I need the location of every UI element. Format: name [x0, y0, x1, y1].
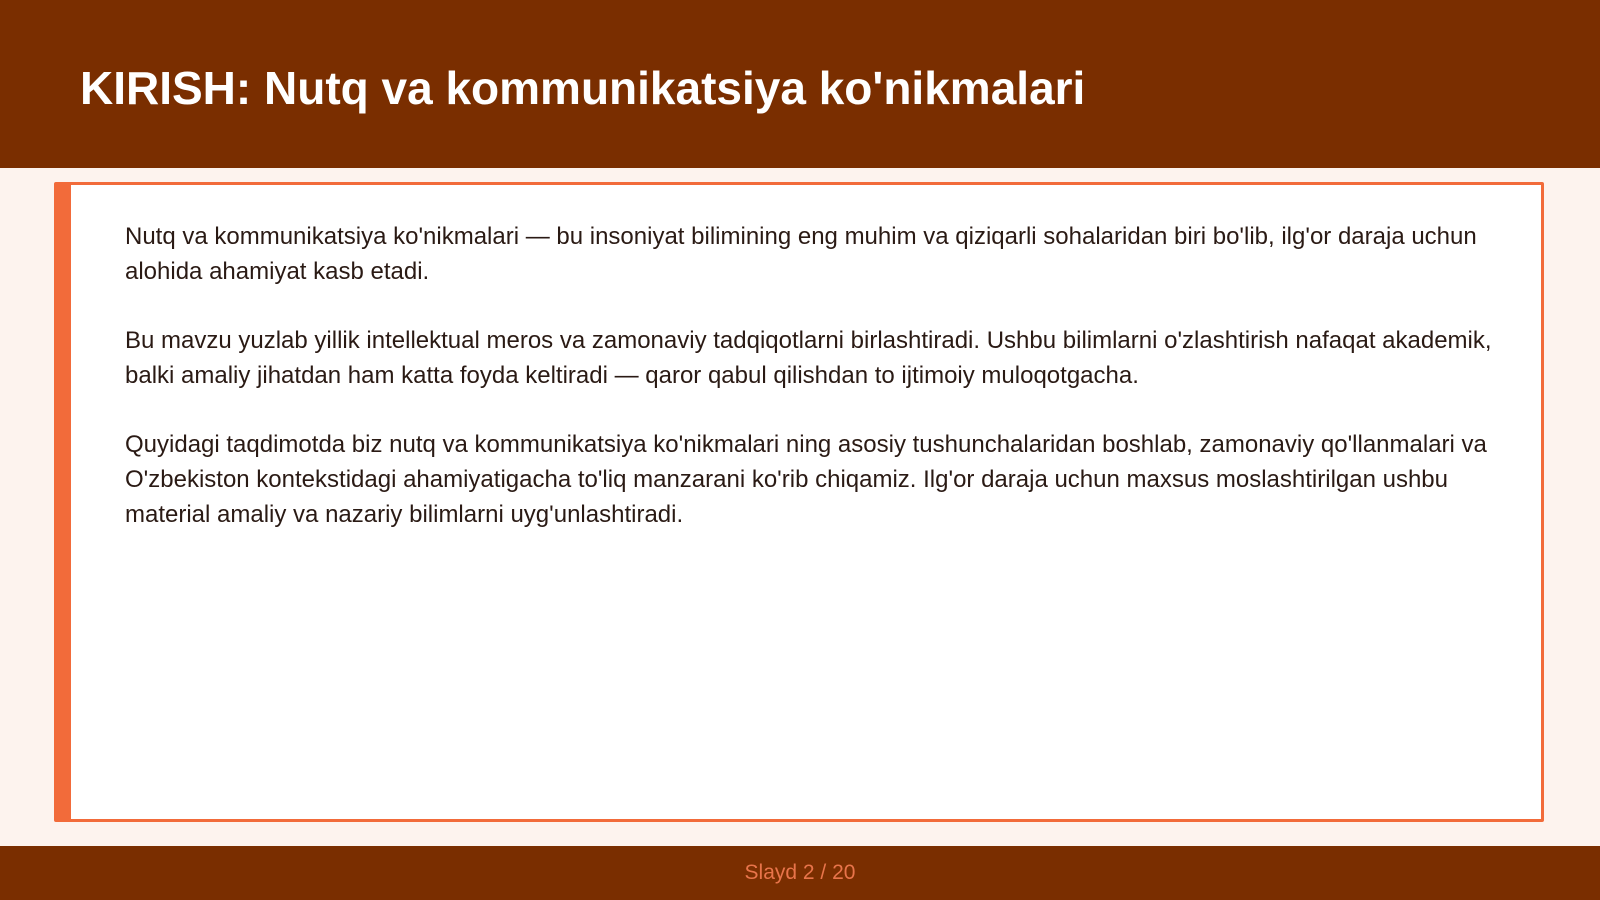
slide-number: Slayd 2 / 20	[744, 861, 856, 884]
slide-body-text	[125, 219, 1520, 566]
heritage-paragraph: Bu mavzu yuzlab yillik intellektual meros va zamonaviy tadqiqotlarni birlashtiradi. Ushbu bilimlarni o'zlashtirish nafaqat akademik, balki amaliy jihatdan ham katta foyda keltiradi — qaror qabul qilishdan to ijtimoiy muloqotgacha.	[125, 327, 1492, 389]
slide-footer	[0, 846, 1600, 900]
intro-paragraph: Nutq va kommunikatsiya ko'nikmalari — bu insoniyat bilimining eng muhim va qiziqarli sohalaridan biri bo'lib, ilg'or daraja uchun alohida ahamiyat kasb etadi.	[125, 223, 1477, 285]
content-card	[54, 182, 1544, 822]
slide-title: KIRISH: Nutq va kommunikatsiya ko'nikmalari	[80, 62, 1086, 114]
overview-paragraph: Quyidagi taqdimotda biz nutq va kommunikatsiya ko'nikmalari ning asosiy tushunchalaridan boshlab, zamonaviy qo'llanmalari va O'zbekiston kontekstidagi ahamiyatigacha to'liq manzarani ko'rib chiqamiz. Ilg'or daraja uchun maxsus moslashtirilgan ushbu material amaliy va nazariy bilimlarni uyg'unlashtiradi.	[125, 431, 1487, 528]
slide-header	[0, 0, 1600, 168]
